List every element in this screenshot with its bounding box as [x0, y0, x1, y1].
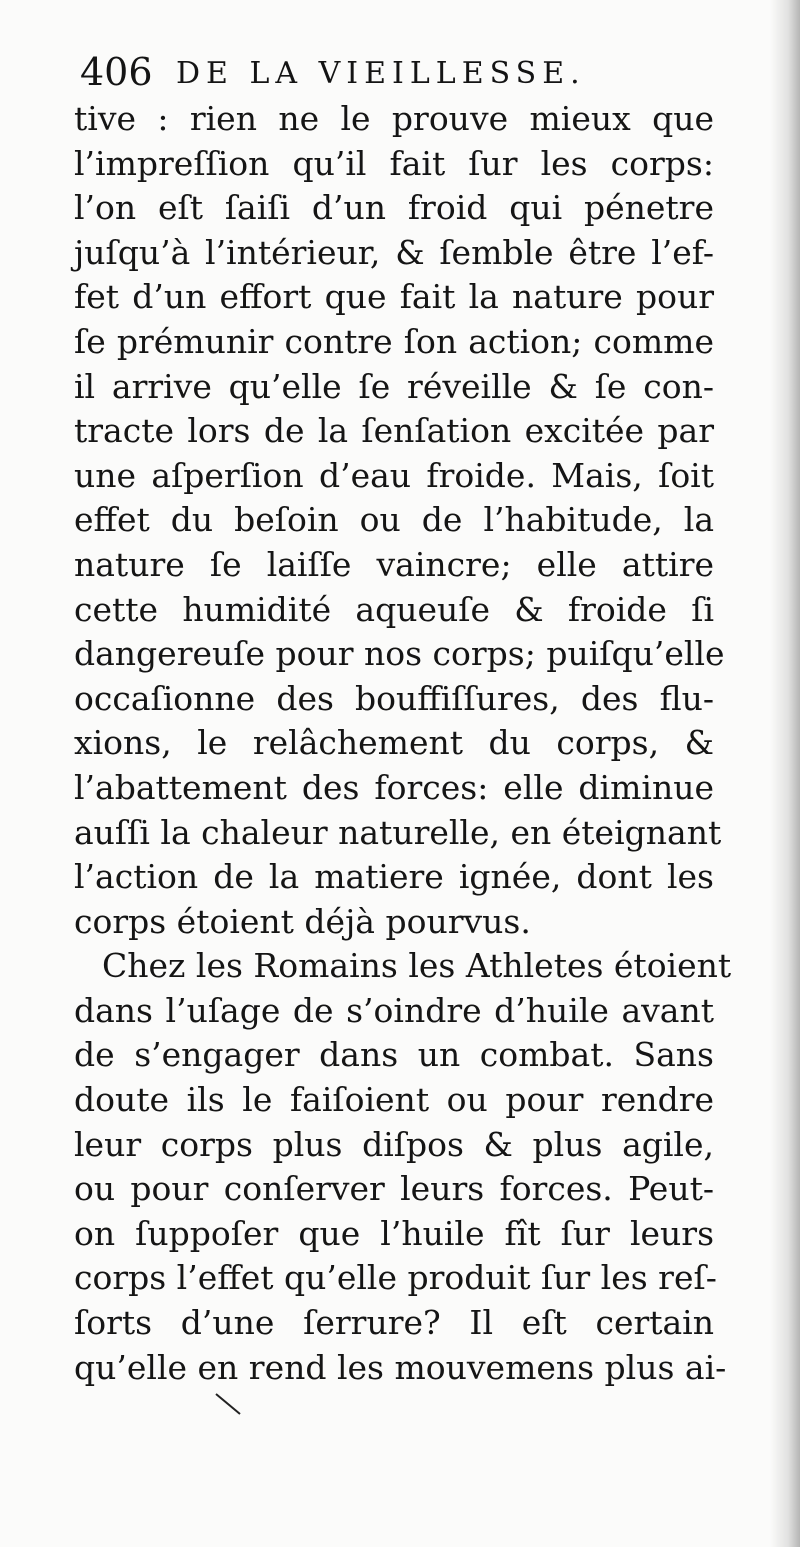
text-line: tive : rien ne le prouve mieux que [74, 99, 714, 138]
text-line: l’abattement des forces: elle diminue [74, 767, 714, 807]
page-edge-shadow [770, 0, 800, 1547]
text-line: corps l’effet qu’elle produit ſur les reſ- [74, 1258, 717, 1298]
paragraph-2 [74, 944, 732, 1390]
text-line: fet d’un effort que fait la nature pour [74, 277, 714, 317]
text-line: dangereuſe pour nos corps; puiſqu’elle [74, 634, 725, 674]
text-line: il arrive qu’elle ſe réveille & ſe con- [74, 366, 714, 406]
text-line: une aſperſion d’eau froide. Mais, ſoit [74, 455, 714, 495]
text-line: l’impreſſion qu’il fait ſur les corps: [74, 143, 714, 183]
paragraph-1 [74, 97, 725, 944]
text-line: cette humidité aqueuſe & froide ſi [74, 589, 714, 629]
text-line: xions, le relâchement du corps, & [74, 723, 714, 763]
text-line: tracte lors de la ſenſation excitée par [74, 411, 714, 451]
text-line: Chez les Romains les Athletes étoient [102, 946, 732, 986]
text-line: leur corps plus diſpos & plus agile, [74, 1124, 714, 1164]
text-line: l’action de la matiere ignée, dont les [74, 857, 714, 897]
text-line: corps étoient déjà pourvus. [74, 901, 531, 941]
text-line: l’on eſt ſaiſi d’un froid qui pénetre [74, 188, 714, 228]
text-line: auſſi la chaleur naturelle, en éteignant [74, 812, 722, 852]
page-number: 406 [80, 50, 153, 94]
text-line: de s’engager dans un combat. Sans [74, 1035, 714, 1075]
text-line: ſe prémunir contre ſon action; comme [74, 321, 714, 361]
text-line: dans l’uſage de s’oindre d’huile avant [74, 990, 714, 1030]
text-line: juſqu’à l’intérieur, & ſemble être l’ef- [74, 232, 714, 272]
text-line: occaſionne des bouffiſſures, des flu- [74, 678, 714, 718]
body-text [74, 97, 732, 1390]
text-line: qu’elle en rend les mouvemens plus ai- [74, 1347, 727, 1387]
text-line: effet du beſoin ou de l’habitude, la [74, 500, 714, 540]
text-line: ſorts d’une ſerrure? Il eſt certain [74, 1303, 714, 1343]
text-line: on ſuppoſer que l’huile fît ſur leurs [74, 1213, 714, 1253]
running-head: DE LA VIEILLESSE. [176, 56, 586, 91]
text-line: ou pour conſerver leurs forces. Peut- [74, 1169, 714, 1209]
text-line: doute ils le faiſoient ou pour rendre [74, 1080, 714, 1120]
page-header [80, 48, 740, 98]
stray-ink-mark [214, 1392, 244, 1418]
text-line: nature ſe laiſſe vaincre; elle attire [74, 544, 714, 584]
